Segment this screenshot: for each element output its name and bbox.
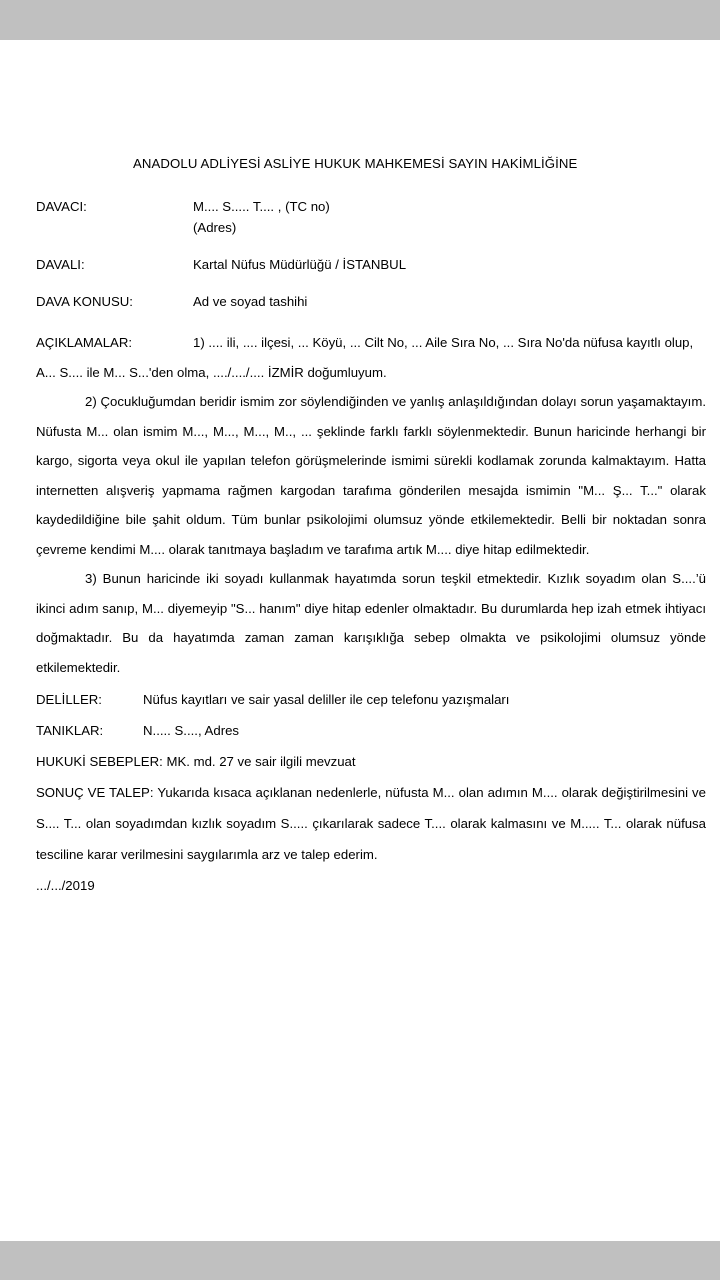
field-row-hukuki-sebepler [36, 746, 706, 777]
field-label-davaci: DAVACI: [36, 199, 87, 214]
field-value-taniklar: N..... S...., Adres [143, 723, 240, 738]
field-row-taniklar [36, 715, 706, 746]
field-value-davaci-line1: M.... S..... T.... , (TC no) [193, 199, 330, 214]
field-label-deliller: DELİLLER: [36, 692, 102, 707]
bottom-gray-band [0, 1241, 720, 1280]
field-label-taniklar: TANIKLAR: [36, 723, 104, 738]
aciklamalar-item-3: 3) Bunun haricinde iki soyadı kullanmak hayatımda sorun teşkil etmektedir. Kızlık soyadım olan S....’ü ikinci adım sanıp, M... diyemeyip "S... hanım" diye hitap edenler olmaktadır. Bu durumlarda hep izah etmek ihtiyacı doğmaktadır. Bu da hayatımda zaman zaman karışıklığa sebep olmakta ve psikolojimi olumsuz yönde etkilemektedir. [36, 571, 706, 675]
field-label-sonuc-ve-talep: SONUÇ VE TALEP: [36, 785, 154, 800]
aciklamalar-item-2: 2) Çocukluğumdan beridir ismim zor söylendiğinden ve yanlış anlaşıldığından dolayı sorun yaşamaktayım. Nüfusta M... olan ismim M..., M..., M..., M.., ... şeklinde farklı farklı söylenmektedir. Bunun haricinde herhangi bir kargo, sigorta veya okul ile yapılan telefon görüşmelerinde ismimi sürekli kodlamak zorunda kalmaktayım. Hatta internetten alışveriş yapmama rağmen kargodan tarafıma gönderilen mesajda ismimin "M... Ş... T..." olarak kaydedildiğine bile şahit oldum. Tüm bunlar psikolojimi olumsuz yönde etkilemektedir. Belli bir noktadan sonra çevreme kendimi M.... olarak tanıtmaya başladım ve tarafıma artık M.... diye hitap edilmektedir. [36, 394, 706, 557]
field-label-dava-konusu: DAVA KONUSU: [36, 294, 133, 309]
field-row-dava-konusu [36, 291, 706, 312]
field-row-davaci [36, 196, 706, 238]
field-row-sonuc-ve-talep [36, 777, 706, 870]
document-sheet [0, 40, 720, 1241]
field-value-sonuc-ve-talep: Yukarıda kısaca açıklanan nedenlerle, nüfusta M... olan adımın M.... olarak değiştirilmesini ve S.... T... olan soyadımdan kızlık soyadım S..... çıkarılarak sadece T.... olarak kalmasını ve M..... T... olarak nüfusa tesciline karar verilmesini saygılarımla arz ve talep ederim. [36, 785, 706, 862]
field-value-dava-konusu: Ad ve soyad tashihi [193, 294, 308, 309]
aciklamalar-item-1 [36, 328, 706, 387]
field-row-davali [36, 254, 706, 275]
aciklamalar-item-1-text: 1) .... ili, .... ilçesi, ... Köyü, ... Cilt No, ... Aile Sıra No, ... Sıra No'da nüfusa kayıtlı olup, A... S.... ile M... S...'den olma, ..../..../.... İZMİR doğumluyum. [36, 335, 694, 380]
field-label-hukuki-sebepler: HUKUKİ SEBEPLER: [36, 754, 163, 769]
aciklamalar-label: AÇIKLAMALAR: [36, 335, 133, 350]
field-value-davaci-line2: (Adres) [193, 220, 237, 235]
field-value-davaci [193, 196, 330, 238]
document-date: .../.../2019 [36, 878, 95, 893]
field-row-deliller [36, 684, 706, 715]
document-title: ANADOLU ADLİYESİ ASLİYE HUKUK MAHKEMESİ SAYIN HAKİMLİĞİNE [133, 156, 578, 171]
field-value-deliller: Nüfus kayıtları ve sair yasal deliller ile cep telefonu yazışmaları [143, 692, 510, 707]
field-value-hukuki-sebepler: MK. md. 27 ve sair ilgili mevzuat [166, 754, 356, 769]
lower-fields [36, 684, 706, 901]
field-label-davali: DAVALI: [36, 257, 85, 272]
aciklamalar-section [36, 328, 706, 682]
field-value-davali: Kartal Nüfus Müdürlüğü / İSTANBUL [193, 257, 407, 272]
document-content [36, 155, 706, 901]
top-gray-band [0, 0, 720, 40]
